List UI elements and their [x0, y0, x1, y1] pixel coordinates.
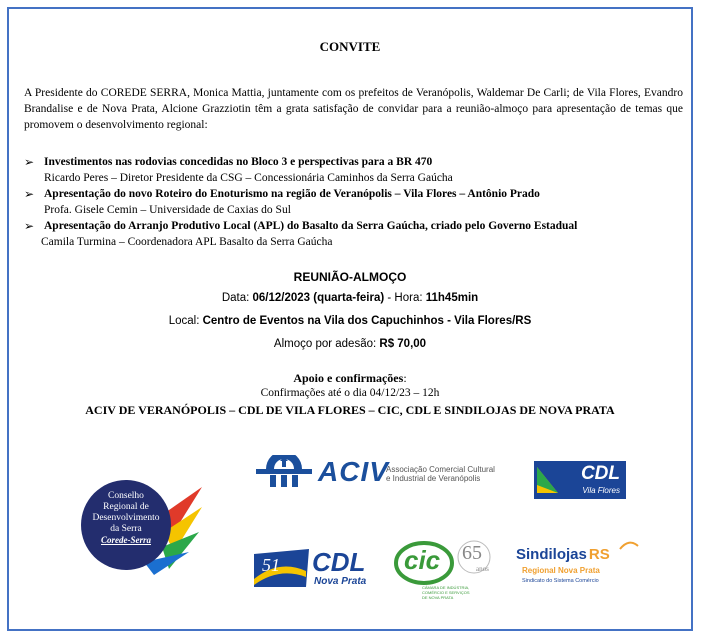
date-label: Data:	[221, 292, 253, 304]
invitation-title: CONVITE	[319, 39, 381, 54]
aciv-logo	[256, 455, 516, 491]
aciv-desc-line1: Associação Comercial Cultural	[386, 465, 495, 474]
sindilojas-rs: RS	[588, 546, 610, 563]
cic-logo	[394, 539, 499, 601]
cdl-vf-sub: Vila Flores	[582, 486, 620, 495]
corede-line3: Desenvolvimento	[92, 513, 160, 523]
sindilojas-name-text: Sindilojas	[516, 546, 587, 563]
sindilojas-arc-icon	[619, 540, 639, 550]
agenda-item-speaker: Camila Turmina – Coordenadora APL Basalto da Serra Gaúcha	[41, 236, 333, 248]
support-heading-line	[9, 371, 691, 386]
cdl-np-sub: Nova Prata	[314, 576, 367, 587]
aciv-gear-icon	[256, 455, 312, 489]
price-label: Almoço por adesão:	[273, 338, 380, 350]
confirm-deadline: Confirmações até o dia 04/12/23 – 12h	[260, 387, 440, 399]
agenda-list	[24, 154, 694, 250]
aciv-desc	[386, 465, 495, 483]
agenda-item-speaker: Ricardo Peres – Diretor Presidente da CSG – Concessionária Caminhos da Serra Gaúcha	[44, 172, 453, 184]
event-place-line	[9, 315, 691, 327]
sindilojas-sub1: Regional Nova Prata	[522, 566, 600, 575]
place-value: Centro de Eventos na Vila dos Capuchinhos - Vila Flores/RS	[202, 315, 532, 327]
invitation-frame	[7, 7, 693, 631]
date-value: 06/12/2023 (quarta-feira)	[252, 292, 385, 304]
support-heading: Apoio e confirmações	[293, 371, 404, 385]
cic-years: 65	[462, 542, 482, 564]
cic-name: cic	[404, 545, 441, 575]
corede-serra-logo	[74, 477, 204, 577]
corede-line2: Regional de	[103, 502, 149, 512]
cdl-vf-name: CDL	[580, 463, 620, 484]
event-price-line	[9, 338, 691, 350]
corede-line1: Conselho	[108, 491, 144, 501]
cdl-vila-flores-logo	[534, 461, 626, 499]
aciv-name: ACIV	[318, 456, 389, 487]
lunch-heading: REUNIÃO-ALMOÇO	[293, 270, 407, 284]
agenda-item	[24, 218, 694, 250]
agenda-item	[24, 154, 694, 186]
corede-text	[82, 491, 170, 546]
cic-sub: CÂMARA DE INDÚSTRIA, COMÉRCIO E SERVIÇOS DE NOVA PRATA	[422, 585, 470, 600]
cic-years-label: anos	[476, 565, 489, 573]
arrow-bullet-icon: ➢	[24, 219, 35, 233]
agenda-item-speaker: Profa. Gisele Cemin – Universidade de Caxias do Sul	[44, 204, 291, 216]
arrow-bullet-icon: ➢	[24, 187, 35, 201]
agenda-item-title: Investimentos nas rodovias concedidas no Bloco 3 e perspectivas para a BR 470	[44, 156, 433, 168]
agenda-item-title: Apresentação do Arranjo Produtivo Local (APL) do Basalto da Serra Gaúcha, criado pelo Governo Estadual	[44, 220, 578, 232]
hour-value: 11h45min	[425, 292, 479, 304]
sindilojas-sub2: Sindicato do Sistema Comércio	[522, 578, 599, 584]
price-value: R$ 70,00	[379, 338, 427, 350]
sindilojas-name	[516, 546, 610, 563]
corede-line4: da Serra	[110, 524, 142, 534]
support-heading-colon: :	[403, 371, 407, 385]
corede-line5: Corede-Serra	[101, 535, 151, 545]
event-date-line	[9, 292, 691, 304]
sindilojas-logo	[514, 544, 644, 592]
agenda-item	[24, 186, 694, 218]
cdl-np-name: CDL	[312, 547, 366, 577]
hour-label: - Hora:	[384, 292, 426, 304]
agenda-item-title: Apresentação do novo Roteiro do Enoturismo na região de Veranópolis – Vila Flores – Antônio Prado	[44, 188, 540, 200]
supporting-orgs: ACIV DE VERANÓPOLIS – CDL DE VILA FLORES – CIC, CDL E SINDILOJAS DE NOVA PRATA	[85, 403, 615, 417]
arrow-bullet-icon: ➢	[24, 155, 35, 169]
cdl-np-years: 51	[262, 555, 280, 575]
intro-paragraph: A Presidente do COREDE SERRA, Monica Mattia, juntamente com os prefeitos de Veranópolis, Waldemar De Carli; de Vila Flores, Evandro Brandalise e de Nova Prata, Alcione Grazziotin têm a grata satisfação de convidar para a reunião-almoço para apresentação de temas que promovem o desenvolvimento regional:	[24, 87, 683, 131]
aciv-desc-line2: e Industrial de Veranópolis	[386, 474, 481, 483]
place-label: Local:	[168, 315, 203, 327]
cdl-nova-prata-logo	[254, 549, 376, 589]
